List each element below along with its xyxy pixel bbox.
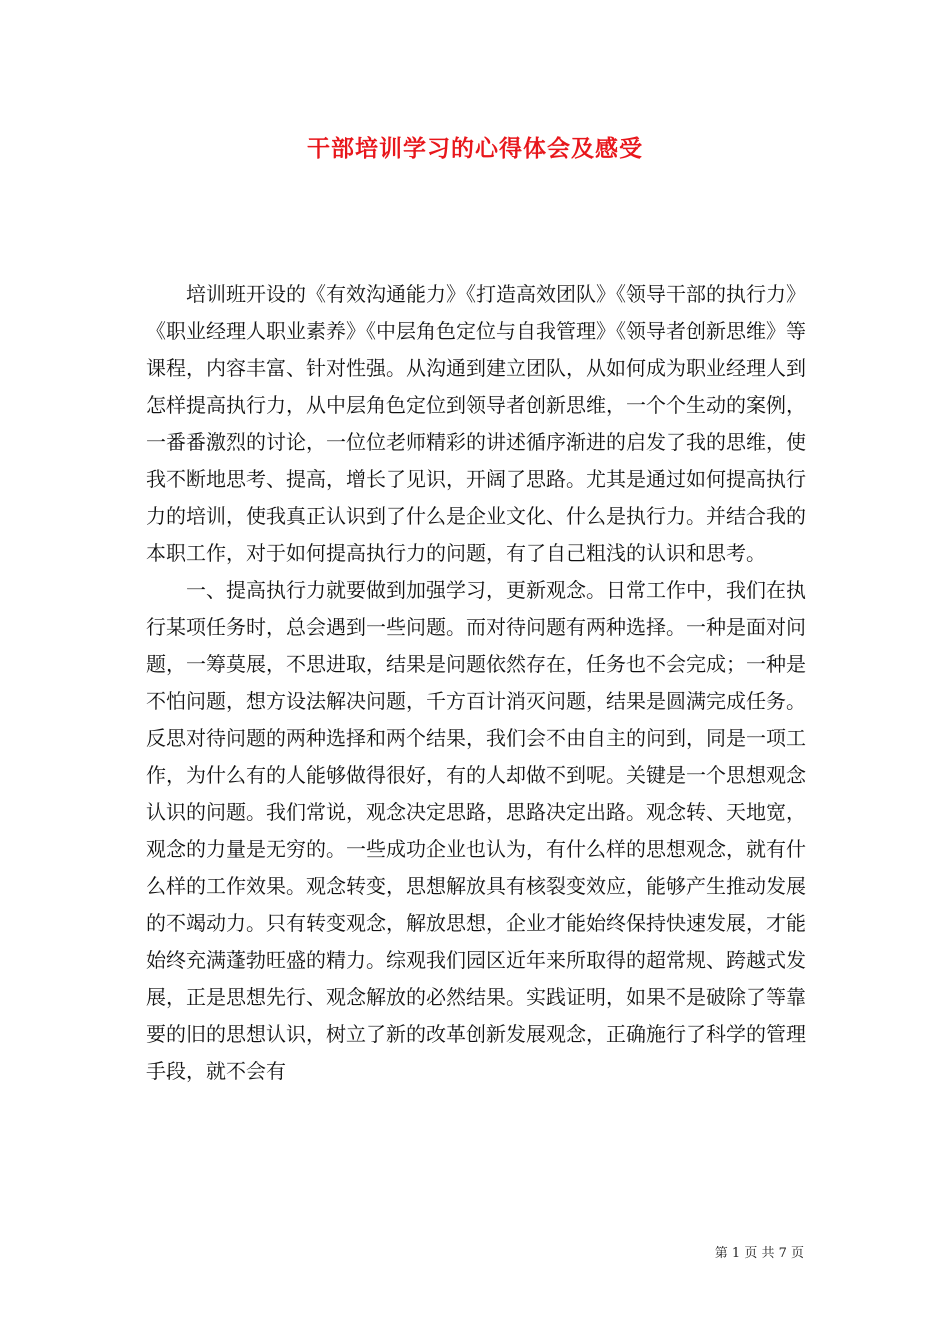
document-title: 干部培训学习的心得体会及感受 [307,135,643,162]
document-body [146,276,806,1090]
page-number: 第 1 页 共 7 页 [714,1246,804,1261]
paragraph-intro: 培训班开设的《有效沟通能力》《打造高效团队》《领导干部的执行力》《职业经理人职业素养》《中层角色定位与自我管理》《领导者创新思维》等课程，内容丰富、针对性强。从沟通到建立团队，从如何成为职业经理人到怎样提高执行力，从中层角色定位到领导者创新思维，一个个生动的案例，一番番激烈的讨论，一位位老师精彩的讲述循序渐进的启发了我的思维，使我不断地思考、提高，增长了见识，开阔了思路。尤其是通过如何提高执行力的培训，使我真正认识到了什么是企业文化、什么是执行力。并结合我的本职工作，对于如何提高执行力的问题，有了自己粗浅的认识和思考。 [146,282,806,565]
paragraph-section-one: 一、提高执行力就要做到加强学习，更新观念。日常工作中，我们在执行某项任务时，总会遇到一些问题。而对待问题有两种选择。一种是面对问题，一筹莫展，不思进取，结果是问题依然存在，任务也不会完成；一种是不怕问题，想方设法解决问题，千方百计消灭问题，结果是圆满完成任务。反思对待问题的两种选择和两个结果，我们会不由自主的问到，同是一项工作，为什么有的人能够做得很好，有的人却做不到呢。关键是一个思想观念认识的问题。我们常说，观念决定思路，思路决定出路。观念转、天地宽，观念的力量是无穷的。一些成功企业也认为，有什么样的思想观念，就有什么样的工作效果。观念转变，思想解放具有核裂变效应，能够产生推动发展的不竭动力。只有转变观念，解放思想，企业才能始终保持快速发展，才能始终充满蓬勃旺盛的精力。综观我们园区近年来所取得的超常规、跨越式发展，正是思想先行、观念解放的必然结果。实践证明，如果不是破除了等靠要的旧的思想认识，树立了新的改革创新发展观念，正确施行了科学的管理手段，就不会有 [146,578,806,1083]
